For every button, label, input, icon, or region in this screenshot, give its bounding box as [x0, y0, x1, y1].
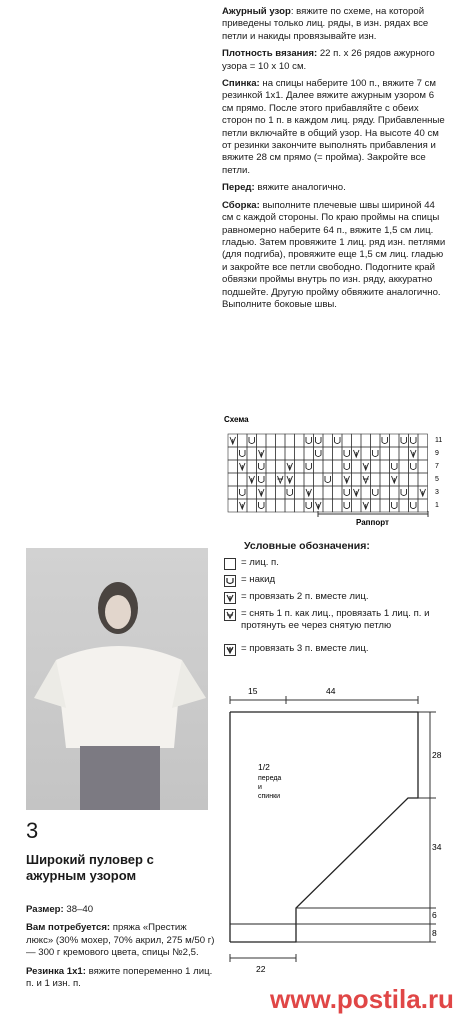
chart-cell: [371, 447, 381, 460]
chart-cell: [304, 434, 314, 447]
k2tog-icon: [411, 450, 417, 457]
chart-cell: [323, 460, 333, 473]
chart-cell: [257, 499, 267, 512]
piece-label: 1/2: [258, 762, 270, 772]
chart-cell: [399, 447, 409, 460]
chart-cell: [304, 473, 314, 486]
chart-cell: [257, 460, 267, 473]
k2tog-icon: [316, 502, 322, 509]
chart-cell: [399, 499, 409, 512]
dimension-label: 6: [432, 910, 437, 920]
watermark: www.postila.ru: [270, 984, 454, 1014]
dimension-label: 22: [256, 964, 266, 974]
k2tog-icon: [259, 489, 265, 496]
k2tog-icon: [240, 463, 246, 470]
chart-cell: [390, 447, 400, 460]
chart-cell: [238, 486, 248, 499]
chart-grid: [228, 434, 428, 512]
chart-cell: [304, 447, 314, 460]
yarn-over-icon: [325, 476, 331, 483]
k2tog-icon: [392, 476, 398, 483]
chart-cell: [399, 473, 409, 486]
yarn-over-icon: [392, 463, 398, 470]
yarn-over-icon: [411, 437, 417, 444]
yarn-over-icon: [259, 463, 265, 470]
legend-item: = провязать 2 п. вместе лиц.: [224, 591, 451, 603]
yarn-over-icon: [392, 502, 398, 509]
dimension-label: 44: [326, 686, 336, 696]
row-number: 7: [435, 463, 439, 470]
chart-cell: [266, 460, 276, 473]
chart-cell: [276, 434, 286, 447]
k2tog-icon: [259, 450, 265, 457]
chart-cell: [247, 499, 257, 512]
chart-cell: [418, 434, 428, 447]
k2tog-icon: [363, 502, 369, 509]
instructions-column: [222, 6, 448, 316]
chart-cell: [323, 447, 333, 460]
chart-cell: [257, 434, 267, 447]
chart-cell: [333, 486, 343, 499]
chart-cell: [285, 434, 295, 447]
paragraph-back: Спинка: на спицы наберите 100 п., вяжите 7 см резинкой 1x1. Далее вяжите ажурным узором 6 см прямо. После этого прибавляйте с обеих сторон по 1 п. в каждом лиц. ряду. Прибавленные петли включайте в общий узор. На высоте 40 см от резинки закончите выполнять прибавления и вяжите 28 см прямо (= пройма). Закройте все петли.: [222, 78, 445, 176]
chart-cell: [418, 499, 428, 512]
yarn-over-icon: [316, 450, 322, 457]
chart-cell: [371, 460, 381, 473]
yarn-over-icon: [382, 437, 388, 444]
legend-title: Условные обозначения:: [244, 540, 370, 552]
paragraph-openwork: Ажурный узор: вяжите по схеме, на которой приведены только лиц. ряды, в изн. рядах все петли и накиды провязывайте изн.: [222, 6, 429, 42]
size-line: Размер: 38–40: [26, 904, 94, 915]
knitting-chart: [220, 412, 450, 530]
yarn-over-icon: [401, 489, 407, 496]
rapport-label: Раппорт: [356, 518, 389, 527]
chart-cell: [352, 473, 362, 486]
yarn-over-icon: [240, 450, 246, 457]
chart-cell: [247, 447, 257, 460]
chart-cell: [228, 473, 238, 486]
chart-cell: [314, 447, 324, 460]
chart-cell: [361, 486, 371, 499]
chart-cell: [247, 460, 257, 473]
model-silhouette-icon: [26, 548, 208, 810]
chart-cell: [409, 473, 419, 486]
chart-cell: [333, 499, 343, 512]
chart-cell: [390, 434, 400, 447]
chart-cell: [352, 460, 362, 473]
chart-cell: [390, 499, 400, 512]
legend-item: = накид: [224, 574, 451, 586]
chart-cell: [342, 486, 352, 499]
k3tog-icon: [224, 644, 236, 656]
chart-cell: [266, 473, 276, 486]
chart-cell: [304, 499, 314, 512]
chart-label: Схема: [224, 415, 249, 424]
materials-line: Вам потребуется: пряжа «Престиж люкс» (30% мохер, 70% акрил, 275 м/50 г) — 300 г кремового цвета, спицы №2,5.: [26, 922, 215, 959]
yarn-over-icon: [306, 437, 312, 444]
chart-cell: [371, 434, 381, 447]
chart-cell: [399, 486, 409, 499]
chart-cell: [257, 473, 267, 486]
project-info: [26, 904, 216, 996]
chart-cell: [295, 447, 305, 460]
chart-cell: [276, 460, 286, 473]
k2tog-icon: [287, 476, 293, 483]
chart-cell: [399, 460, 409, 473]
piece-label: спинки: [258, 793, 281, 800]
chart-cell: [333, 434, 343, 447]
chart-cell: [295, 499, 305, 512]
chart-cell: [390, 460, 400, 473]
chart-cell: [380, 447, 390, 460]
chart-cell: [285, 499, 295, 512]
project-number: 3: [26, 818, 39, 843]
paragraph-gauge: Плотность вязания: 22 п. x 26 рядов ажурного узора = 10 x 10 см.: [222, 48, 435, 72]
chart-cell: [342, 434, 352, 447]
k2tog-icon: [230, 437, 236, 444]
chart-cell: [295, 473, 305, 486]
yarn-over-icon: [373, 450, 379, 457]
chart-cell: [314, 473, 324, 486]
chart-cell: [276, 486, 286, 499]
yarn-over-icon: [335, 437, 341, 444]
chart-cell: [371, 486, 381, 499]
project-title: Широкий пуловер с ажурным узором: [26, 852, 154, 883]
yarn-over-icon: [306, 463, 312, 470]
chart-cell: [228, 499, 238, 512]
chart-cell: [314, 460, 324, 473]
row-number: 3: [435, 489, 439, 496]
chart-cell: [409, 486, 419, 499]
k2tog-icon: [287, 463, 293, 470]
legend-item: = лиц. п.: [224, 557, 451, 569]
chart-cell: [361, 434, 371, 447]
skp-icon: [224, 609, 236, 621]
chart-cell: [409, 434, 419, 447]
k2tog-icon: [306, 489, 312, 496]
chart-cell: [390, 486, 400, 499]
chart-cell: [304, 460, 314, 473]
chart-cell: [238, 434, 248, 447]
yarn-over-icon: [287, 489, 293, 496]
skp-icon: [278, 476, 284, 483]
yarn-over-icon: [411, 463, 417, 470]
garment-schematic: [218, 682, 450, 982]
chart-cell: [418, 460, 428, 473]
chart-cell: [323, 434, 333, 447]
chart-cell: [276, 447, 286, 460]
model-photo: [26, 548, 208, 810]
chart-cell: [323, 499, 333, 512]
chart-cell: [380, 473, 390, 486]
yarn-over-icon: [240, 489, 246, 496]
chart-cell: [295, 460, 305, 473]
chart-cell: [323, 473, 333, 486]
yarn-over-icon: [344, 450, 350, 457]
k2tog-icon: [344, 476, 350, 483]
yarn-over-icon: [344, 489, 350, 496]
chart-cell: [409, 499, 419, 512]
chart-cell: [333, 447, 343, 460]
chart-cell: [285, 447, 295, 460]
chart-cell: [333, 460, 343, 473]
k2tog-icon: [420, 489, 426, 496]
k2tog-icon: [224, 592, 236, 604]
yarn-over-icon: [344, 502, 350, 509]
paragraph-assembly: Сборка: выполните плечевые швы шириной 44 см с каждой стороны. По краю проймы на спицы равномерно наберите 64 п., вяжите 1,5 см лиц. гладью. Затем провяжите 1 лиц. ряд изн. петлями (для подгиба), провяжите еще 1,5 см лиц. гладью и закройте все петли свободно. Подогните край обвязки проймы внутрь по изн. ряду, аккуратно подшейте. Другую пройму обвяжите аналогично. Выполните боковые швы.: [222, 199, 446, 310]
yarn-over-icon: [401, 437, 407, 444]
piece-label: и: [258, 784, 262, 791]
legend-item: = провязать 3 п. вместе лиц.: [224, 643, 451, 655]
chart-cell: [380, 434, 390, 447]
chart-cell: [314, 486, 324, 499]
chart-cell: [409, 460, 419, 473]
chart-cell: [371, 473, 381, 486]
chart-cell: [418, 473, 428, 486]
chart-cell: [352, 499, 362, 512]
row-number: 5: [435, 476, 439, 483]
yarn-over-icon: [306, 502, 312, 509]
chart-cell: [295, 486, 305, 499]
row-number: 9: [435, 450, 439, 457]
chart-cell: [266, 499, 276, 512]
k2tog-icon: [363, 463, 369, 470]
chart-cell: [228, 447, 238, 460]
chart-cell: [342, 499, 352, 512]
k2tog-icon: [249, 476, 255, 483]
dimension-label: 28: [432, 750, 442, 760]
chart-cell: [333, 473, 343, 486]
chart-cell: [380, 486, 390, 499]
chart-cell: [266, 486, 276, 499]
k2tog-icon: [354, 489, 360, 496]
yarn-over-icon: [259, 502, 265, 509]
chart-cell: [266, 447, 276, 460]
rib-line: Резинка 1x1: вяжите попеременно 1 лиц. п. и 1 изн. п.: [26, 965, 213, 990]
yarn-over-icon: [373, 489, 379, 496]
legend-item: = снять 1 п. как лиц., провязать 1 лиц. п. и протянуть ее через снятую петлю: [224, 608, 451, 632]
yarn-over-icon: [344, 463, 350, 470]
chart-cell: [380, 460, 390, 473]
chart-cell: [228, 486, 238, 499]
chart-cell: [238, 447, 248, 460]
dimension-label: 34: [432, 842, 442, 852]
chart-cell: [295, 434, 305, 447]
yarn-over-icon: [316, 437, 322, 444]
chart-cell: [371, 499, 381, 512]
chart-cell: [380, 499, 390, 512]
chart-cell: [228, 460, 238, 473]
chart-cell: [314, 434, 324, 447]
chart-cell: [276, 499, 286, 512]
chart-cell: [266, 434, 276, 447]
chart-cell: [352, 434, 362, 447]
chart-cell: [361, 447, 371, 460]
yarn-over-icon: [249, 437, 255, 444]
paragraph-front: Перед: вяжите аналогично.: [222, 182, 346, 194]
yarn-over-icon: [259, 476, 265, 483]
chart-cell: [323, 486, 333, 499]
chart-cell: [285, 486, 295, 499]
row-number: 11: [435, 437, 443, 444]
chart-cell: [247, 434, 257, 447]
row-number: 1: [435, 502, 439, 509]
chart-cell: [342, 460, 352, 473]
empty-square-icon: [224, 558, 236, 570]
chart-cell: [342, 447, 352, 460]
chart-cell: [238, 473, 248, 486]
chart-cell: [418, 447, 428, 460]
dimension-label: 15: [248, 686, 258, 696]
piece-label: переда: [258, 775, 282, 782]
chart-cell: [247, 486, 257, 499]
k2tog-icon: [354, 450, 360, 457]
yarn-over-icon: [411, 502, 417, 509]
k2tog-icon: [240, 502, 246, 509]
row-numbers: [435, 437, 442, 509]
yarn-over-icon: [224, 575, 236, 587]
chart-cell: [399, 434, 409, 447]
skp-icon: [363, 476, 369, 483]
dimension-label: 8: [432, 928, 437, 938]
